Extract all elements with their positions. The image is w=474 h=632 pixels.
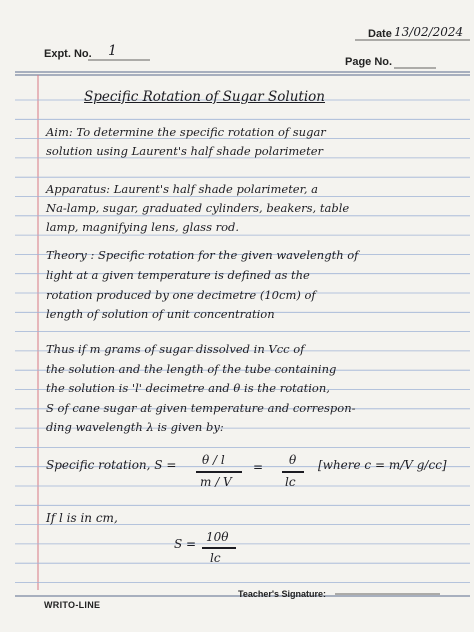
theory-line: rotation produced by one decimetre (10cm) of [46,288,316,302]
date-label: Date [368,28,392,40]
cm-numerator: 10θ [206,530,229,544]
apparatus-line: lamp, magnifying lens, glass rod. [46,220,240,234]
formula-denominator-2: lc [285,475,296,489]
theory-line: Theory : Specific rotation for the given wavelength of [46,248,359,262]
aim-line: Aim: To determine the specific rotation of sugar [46,125,326,139]
page-label: Page No. [345,56,393,68]
fraction-bar-2 [282,471,304,473]
brand-logo: WRITO-LINE [44,600,101,610]
page-title: Specific Rotation of Sugar Solution [84,89,325,105]
formula-numerator-2: θ [289,453,297,467]
derivation-line: Thus if m grams of sugar dissolved in Vcc of [46,342,305,356]
theory-line: length of solution of unit concentration [46,307,275,321]
derivation-line: ding wavelength λ is given by: [46,420,224,434]
formula-equals: = [253,460,264,474]
date-value: 13/02/2024 [394,25,464,39]
fraction-bar-cm [202,547,236,549]
formula-note: [where c = m/V g/cc] [318,458,447,472]
cm-lhs: S = [174,537,197,551]
cm-denominator: lc [210,551,221,565]
aim-line: solution using Laurent's half shade polarimeter [46,144,324,158]
cm-condition: If l is in cm, [46,511,118,525]
derivation-line: the solution is 'l' decimetre and θ is the rotation, [46,381,330,395]
apparatus-line: Na-lamp, sugar, graduated cylinders, beakers, table [46,201,350,215]
teacher-signature-label: Teacher's Signature: [238,589,327,599]
derivation-line: the solution and the length of the tube containing [46,362,337,376]
theory-line: light at a given temperature is defined as the [46,268,310,282]
formula-lhs: Specific rotation, S = [46,458,177,472]
formula-numerator: θ / l [202,453,225,467]
fraction-bar [196,471,242,473]
derivation-line: S of cane sugar at given temperature and correspon- [46,401,356,415]
expt-label: Expt. No. [44,48,92,60]
apparatus-line: Apparatus: Laurent's half shade polarimeter, a [46,182,319,196]
formula-denominator: m / V [200,475,232,489]
expt-value: 1 [108,43,117,59]
